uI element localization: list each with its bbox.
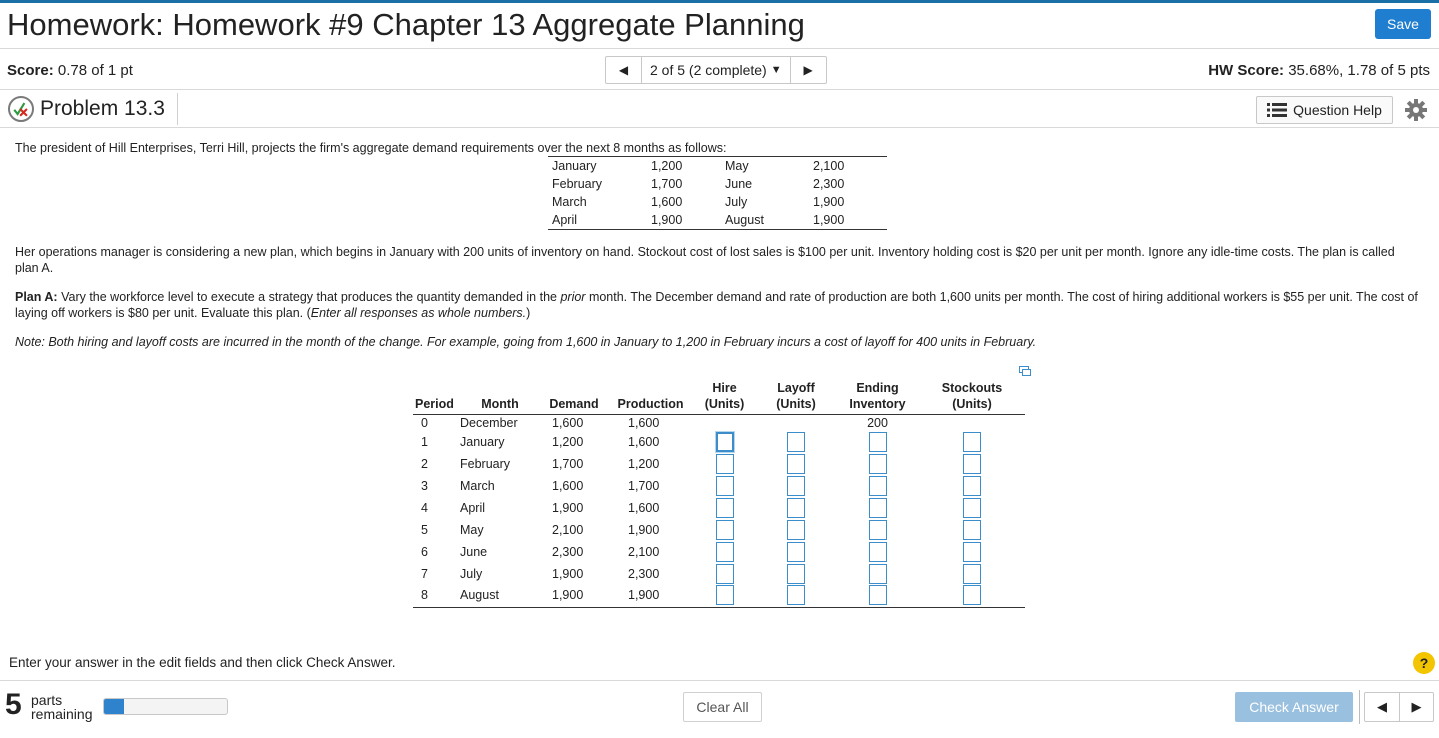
cell-ending-inventory: [836, 497, 919, 519]
cell-period: 0: [421, 415, 428, 430]
caret-down-icon: ▼: [770, 64, 782, 76]
gear-icon[interactable]: [1404, 98, 1428, 122]
cell-production: 1,600: [628, 415, 660, 430]
page-title: Homework: Homework #9 Chapter 13 Aggregate Planning: [7, 7, 805, 42]
demand-value: 2,300: [813, 177, 845, 191]
cell-layoff: [756, 497, 836, 519]
cell-hire: [693, 431, 756, 453]
copy-table-icon[interactable]: [1019, 366, 1031, 376]
cell-layoff: [756, 563, 836, 585]
cell-ending-inventory: [836, 585, 919, 608]
ending-inventory-input[interactable]: [869, 585, 887, 605]
demand-month: January: [552, 159, 597, 173]
cell-demand: 1,900: [552, 566, 584, 581]
cell-layoff: [756, 541, 836, 563]
cell-stockouts: [919, 497, 1025, 519]
cell-period: 1: [421, 434, 428, 449]
cell-hire: [693, 519, 756, 541]
demand-value: 1,600: [651, 195, 683, 209]
col-header-production: Production: [608, 380, 693, 415]
hire-input[interactable]: [716, 498, 734, 518]
next-question-button[interactable]: ▶: [803, 63, 813, 77]
table-row: [413, 497, 1025, 519]
col-header-hire: [693, 380, 756, 415]
table-row: [413, 519, 1025, 541]
layoff-input[interactable]: [787, 476, 805, 496]
table-row-december: [413, 415, 1025, 431]
problem-note: Note: Both hiring and layoff costs are incurred in the month of the change. For example, going from 1,600 in January to 1,200 in February incurs a cost of layoff for 400 units in February.: [15, 335, 1037, 349]
parts-label-1: parts: [31, 692, 63, 708]
plan-text-instruction: Enter all responses as whole numbers.: [310, 306, 527, 320]
cell-stockouts: [919, 585, 1025, 608]
cell-stockouts: [919, 415, 1025, 431]
cell-stockouts: [919, 563, 1025, 585]
demand-row: [548, 193, 887, 211]
ending-inventory-input[interactable]: [869, 542, 887, 562]
hire-input[interactable]: [716, 432, 734, 452]
hw-score-value: 35.68%, 1.78 of 5 pts: [1288, 62, 1430, 79]
cell-layoff: [756, 519, 836, 541]
col-header-month: Month: [460, 380, 540, 415]
ending-inventory-input[interactable]: [869, 432, 887, 452]
cell-production: 2,100: [628, 544, 660, 559]
cell-month: June: [460, 544, 488, 559]
footer-navigator: [1364, 692, 1434, 722]
cell-layoff: [756, 453, 836, 475]
score: [7, 62, 133, 79]
layoff-line-1: Layoff: [777, 381, 815, 395]
cell-layoff: [756, 415, 836, 431]
table-row: [413, 453, 1025, 475]
demand-month: May: [725, 159, 749, 173]
cell-layoff: [756, 431, 836, 453]
cell-hire: [693, 453, 756, 475]
score-label: Score:: [7, 62, 54, 79]
demand-month: June: [725, 177, 753, 191]
question-help-label: Question Help: [1293, 102, 1382, 118]
cell-demand: 1,200: [552, 434, 584, 449]
demand-value: 1,900: [651, 213, 683, 227]
stockouts-input[interactable]: [963, 542, 981, 562]
parts-remaining-count: 5: [5, 688, 22, 721]
cell-demand: 1,700: [552, 456, 584, 471]
problem-title: Problem 13.3: [40, 97, 165, 120]
hire-line-1: Hire: [712, 381, 737, 395]
clear-all-button[interactable]: Clear All: [683, 692, 762, 722]
problem-divider: [0, 127, 1439, 128]
plan-a-table: [413, 380, 1025, 608]
cell-stockouts: [919, 431, 1025, 453]
demand-row: [548, 175, 887, 193]
footer-previous-button[interactable]: ◀: [1377, 699, 1387, 714]
cell-period: 7: [421, 566, 428, 581]
col-header-demand: Demand: [540, 380, 608, 415]
table-row: [413, 475, 1025, 497]
demand-value: 1,700: [651, 177, 683, 191]
col-header-stockouts: [919, 380, 1025, 415]
stockouts-line-2: (Units): [952, 397, 992, 411]
score-value: 0.78 of 1 pt: [57, 62, 133, 79]
layoff-input[interactable]: [787, 520, 805, 540]
footer-next-button[interactable]: ▶: [1399, 693, 1433, 721]
parts-progress-bar: [103, 698, 228, 715]
ending-inventory-input[interactable]: [869, 454, 887, 474]
footer-hint: Enter your answer in the edit fields and then click Check Answer.: [9, 655, 396, 670]
cell-stockouts: [919, 519, 1025, 541]
cell-ending-inventory: [836, 453, 919, 475]
plan-a-description: [15, 289, 1420, 321]
cell-ending-inventory: [836, 541, 919, 563]
stockouts-input[interactable]: [963, 454, 981, 474]
hire-input[interactable]: [716, 564, 734, 584]
cell-demand: 2,100: [552, 522, 584, 537]
cell-production: 1,600: [628, 500, 660, 515]
demand-month: July: [725, 195, 748, 209]
cell-demand: 1,900: [552, 500, 584, 515]
cell-hire: [693, 497, 756, 519]
hw-score-label: HW Score:: [1208, 62, 1285, 79]
demand-value: 1,900: [813, 213, 845, 227]
cell-period: 2: [421, 456, 428, 471]
cell-demand: 1,600: [552, 415, 584, 430]
layoff-input[interactable]: [787, 432, 805, 452]
hire-input[interactable]: [716, 476, 734, 496]
cell-hire: [693, 541, 756, 563]
parts-remaining-label: [31, 693, 92, 721]
problem-paragraph: Her operations manager is considering a new plan, which begins in January with 200 units of inventory on hand. Stockout cost of lost sales is $100 per unit. Inventory holding cost is $20 per unit per month. Ignore any idle-time costs. The plan is called plan A.: [15, 245, 1395, 275]
plan-text-2: month. The December demand and rate of production are both 1,600 units per month. The cost of hiring additional workers is $55 per unit. The cost of laying off workers is $80 per unit. Evaluate this plan. (: [15, 290, 1418, 320]
cell-hire: [693, 475, 756, 497]
ending-inventory-input[interactable]: [869, 498, 887, 518]
cell-layoff: [756, 585, 836, 608]
cell-month: August: [460, 585, 540, 608]
layoff-input[interactable]: [787, 498, 805, 518]
layoff-input[interactable]: [787, 454, 805, 474]
cell-layoff: [756, 475, 836, 497]
cell-ending-inventory: [836, 431, 919, 453]
layoff-input[interactable]: [787, 585, 805, 605]
cell-production: 1,700: [628, 478, 660, 493]
cell-hire: [693, 563, 756, 585]
cell-stockouts: [919, 475, 1025, 497]
plan-text-prior: prior: [560, 290, 586, 304]
ending-inventory-input[interactable]: [869, 520, 887, 540]
cell-month: January: [460, 434, 505, 449]
layoff-line-2: (Units): [776, 397, 816, 411]
cell-stockouts: [919, 453, 1025, 475]
demand-month: February: [552, 177, 603, 191]
parts-progress-fill: [104, 699, 124, 714]
cell-period: 6: [421, 544, 428, 559]
cell-demand: 1,900: [540, 585, 608, 608]
score-divider: [0, 89, 1439, 90]
question-selector[interactable]: [641, 57, 791, 83]
question-navigator: [605, 56, 827, 84]
ending-inventory-input[interactable]: [869, 564, 887, 584]
previous-question-button[interactable]: ◀: [618, 63, 629, 77]
cell-hire: [693, 585, 756, 608]
header-divider: [0, 48, 1439, 49]
plan-text-3: ): [526, 306, 531, 320]
demand-month: March: [552, 195, 587, 209]
cell-month: December: [460, 415, 518, 430]
stockouts-input[interactable]: [963, 498, 981, 518]
problem-title-divider: [177, 93, 178, 125]
parts-label-2: remaining: [31, 706, 93, 722]
cell-period: 5: [421, 522, 428, 537]
question-position: 2 of 5 (2 complete): [650, 62, 767, 78]
cell-demand: 1,600: [552, 478, 584, 493]
cell-production: 1,900: [608, 585, 693, 608]
hire-line-2: (Units): [704, 397, 745, 411]
stockouts-input[interactable]: [963, 564, 981, 584]
table-row: [413, 563, 1025, 585]
top-accent-bar: [0, 0, 1439, 3]
table-row: [413, 541, 1025, 563]
cell-ending-inventory: [836, 519, 919, 541]
table-row: [413, 585, 1025, 608]
hire-input[interactable]: [716, 520, 734, 540]
check-answer-button[interactable]: Check Answer: [1235, 692, 1353, 722]
stockouts-input[interactable]: [963, 432, 981, 452]
cell-ending-inventory: [836, 563, 919, 585]
cell-month: July: [460, 566, 483, 581]
cell-period: 3: [421, 478, 428, 493]
demand-value: 1,200: [651, 159, 683, 173]
cell-month: April: [460, 500, 486, 515]
demand-value: 2,100: [813, 159, 845, 173]
col-header-period: Period: [413, 380, 460, 415]
demand-table: [548, 156, 887, 230]
cell-ending-inventory: 200: [867, 415, 888, 430]
ending-inventory-input[interactable]: [869, 476, 887, 496]
demand-row: [548, 211, 887, 229]
demand-month: April: [552, 213, 578, 227]
cell-month: May: [460, 522, 484, 537]
table-row: [413, 431, 1025, 453]
save-button[interactable]: Save: [1375, 9, 1431, 39]
plan-a-label: Plan A:: [15, 290, 58, 304]
cell-hire: [693, 415, 756, 431]
col-header-ending-inventory: [836, 380, 919, 415]
partial-credit-icon: [8, 96, 34, 122]
hire-input[interactable]: [716, 585, 734, 605]
list-icon: [1267, 102, 1287, 118]
cell-demand: 2,300: [552, 544, 584, 559]
cell-ending-inventory: [836, 475, 919, 497]
footer-divider: [0, 680, 1439, 681]
hire-input[interactable]: [716, 454, 734, 474]
cell-period: 8: [413, 585, 460, 608]
cell-production: 1,200: [628, 456, 660, 471]
cell-production: 1,900: [628, 522, 660, 537]
problem-intro: The president of Hill Enterprises, Terri Hill, projects the firm's aggregate demand requirements over the next 8 months as follows:: [15, 141, 727, 155]
cell-month: March: [460, 478, 495, 493]
stockouts-line-1: Stockouts: [941, 381, 1003, 395]
footer-nav-divider: [1359, 690, 1360, 724]
demand-value: 1,900: [813, 195, 845, 209]
plan-text-1: Vary the workforce level to execute a strategy that produces the quantity demanded in the: [57, 290, 561, 304]
cell-period: 4: [421, 500, 428, 515]
cell-stockouts: [919, 541, 1025, 563]
layoff-input[interactable]: [787, 564, 805, 584]
stockouts-input[interactable]: [963, 476, 981, 496]
layoff-input[interactable]: [787, 542, 805, 562]
cell-production: 1,600: [628, 434, 660, 449]
stockouts-input[interactable]: [963, 520, 981, 540]
ending-line-1: Ending: [856, 381, 899, 395]
col-header-layoff: [756, 380, 836, 415]
demand-month: August: [725, 213, 764, 227]
cell-month: February: [460, 456, 511, 471]
cell-production: 2,300: [628, 566, 660, 581]
question-help-button[interactable]: [1256, 96, 1393, 124]
demand-row: [548, 157, 887, 175]
hire-input[interactable]: [716, 542, 734, 562]
ending-line-2: Inventory: [849, 397, 906, 411]
hw-score: [1208, 62, 1430, 79]
help-icon[interactable]: ?: [1413, 652, 1435, 674]
stockouts-input[interactable]: [963, 585, 981, 605]
